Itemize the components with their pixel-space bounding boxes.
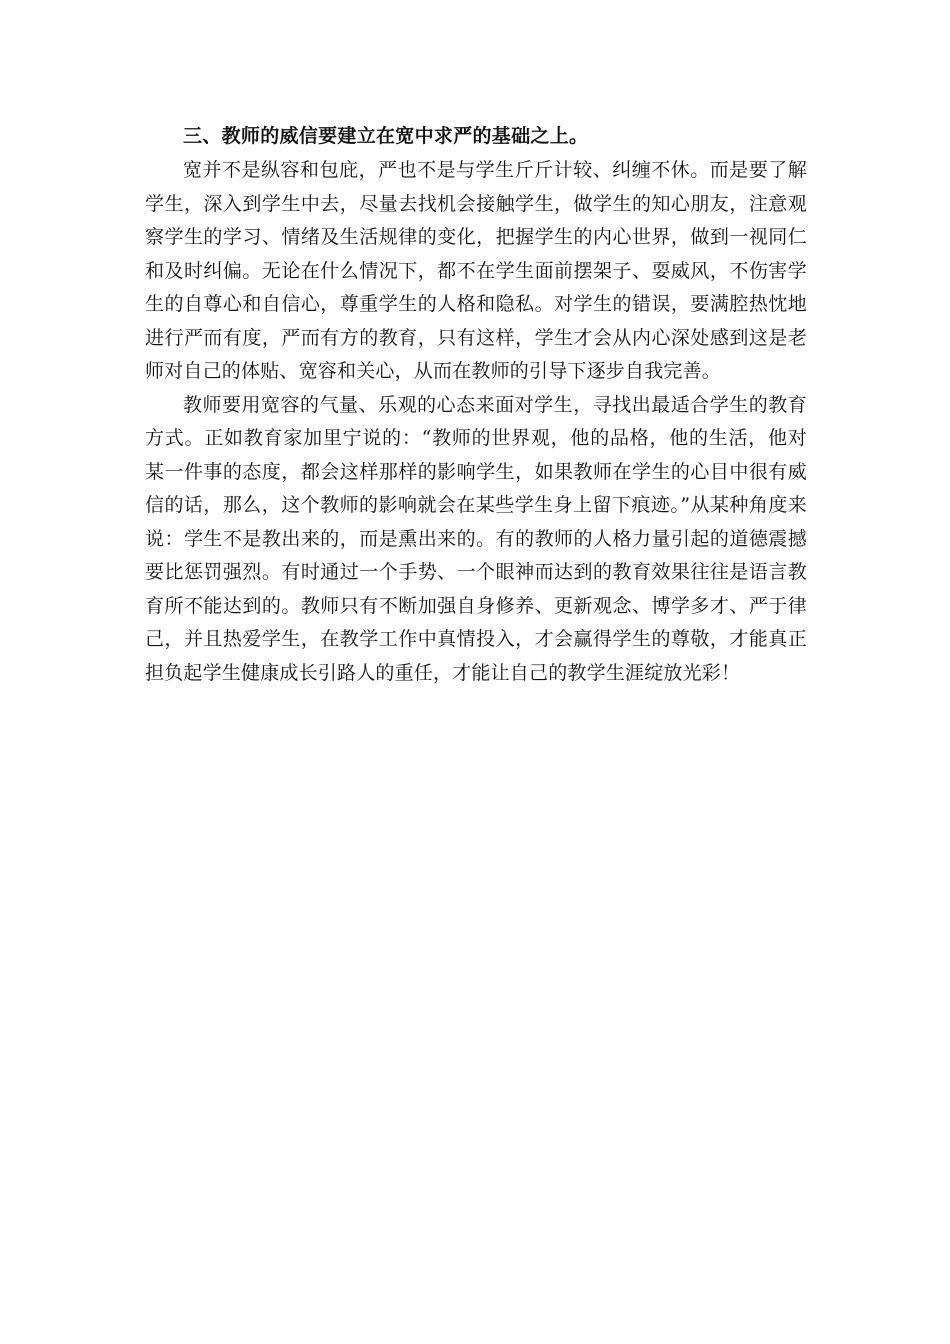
section-heading: 三、教师的威信要建立在宽中求严的基础之上。	[183, 125, 589, 147]
paragraph-1: 宽并不是纵容和包庇，严也不是与学生斤斤计较、纠缠不休。而是要了解学生，深入到学生中去，尽量去找机会接触学生，做学生的知心朋友，注意观察学生的学习、情绪及生活规律的变化，把握学生的内心世界，做到一视同仁和及时纠偏。无论在什么情况下，都不在学生面前摆架子、耍威风，不伤害学生的自尊心和自信心，尊重学生的人格和隐私。对学生的错误，要满腔热忱地进行严而有度，严而有方的教育，只有这样，学生才会从内心深处感到这是老师对自己的体贴、宽容和关心，从而在教师的引导下逐步自我完善。	[145, 159, 807, 382]
paragraph-2: 教师要用宽容的气量、乐观的心态来面对学生，寻找出最适合学生的教育方式。正如教育家加里宁说的：“教师的世界观，他的品格，他的生活，他对某一件事的态度，都会这样那样的影响学生，如果教师在学生的心目中很有威信的话，那么，这个教师的影响就会在某些学生身上留下痕迹。”从某种角度来说：学生不是教出来的，而是熏出来的。有的教师的人格力量引起的道德震撼要比惩罚强烈。有时通过一个手势、一个眼神而达到的教育效果往往是语言教育所不能达到的。教师只有不断加强自身修养、更新观念、博学多才、严于律己，并且热爱学生，在教学工作中真情投入，才会赢得学生的尊敬，才能真正担负起学生健康成长引路人的重任，才能让自己的教学生涯绽放光彩！	[145, 393, 807, 684]
document-body	[145, 118, 807, 690]
